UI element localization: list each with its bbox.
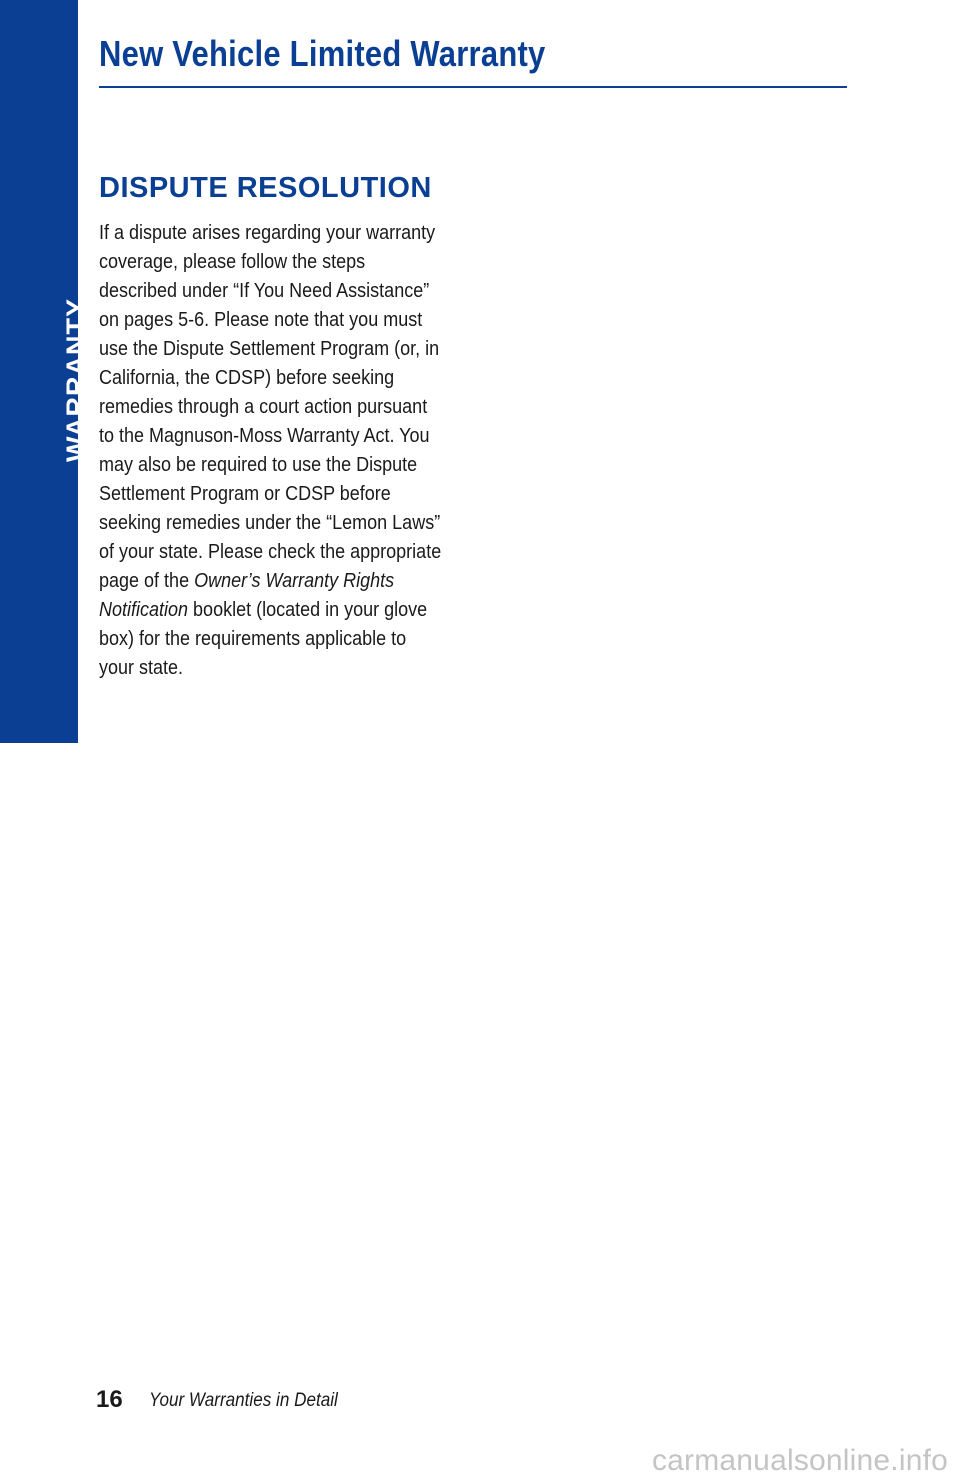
body-line: coverage, please follow the steps	[99, 251, 366, 273]
section-heading: DISPUTE RESOLUTION	[99, 172, 432, 204]
body-line: described under “If You Need Assistance”	[99, 280, 430, 302]
side-tab-label: WARRANTY	[61, 298, 91, 462]
body-line: to the Magnuson-Moss Warranty Act. You	[99, 425, 430, 447]
body-line	[99, 596, 459, 625]
watermark: carmanualsonline.info	[651, 1444, 948, 1477]
body-line: Settlement Program or CDSP before	[99, 483, 391, 505]
body-line: of your state. Please check the appropriate	[99, 541, 442, 563]
footer-caption: Your Warranties in Detail	[149, 1389, 338, 1411]
body-line: If a dispute arises regarding your warranty	[99, 222, 436, 244]
body-line: may also be required to use the Dispute	[99, 454, 418, 476]
body-line: on pages 5-6. Please note that you must	[99, 309, 423, 331]
body-line: seeking remedies under the “Lemon Laws”	[99, 512, 441, 534]
page-footer	[96, 1388, 359, 1412]
body-line: remedies through a court action pursuant	[99, 396, 428, 418]
body-line: California, the CDSP) before seeking	[99, 367, 395, 389]
section-body	[99, 219, 499, 683]
page-title: New Vehicle Limited Warranty	[99, 33, 546, 74]
body-line: use the Dispute Settlement Program (or, in	[99, 338, 440, 360]
body-line: box) for the requirements applicable to	[99, 628, 407, 650]
title-divider	[99, 86, 847, 88]
booklet-title-italic: Owner’s Warranty Rights	[194, 570, 395, 592]
side-tab	[0, 0, 91, 743]
body-line: your state.	[99, 657, 184, 679]
page-number: 16	[96, 1386, 123, 1413]
body-text-run: page of the	[99, 570, 195, 592]
body-text-run: booklet (located in your glove	[188, 599, 428, 621]
booklet-title-italic: Notification	[99, 599, 189, 621]
body-line	[99, 567, 459, 596]
